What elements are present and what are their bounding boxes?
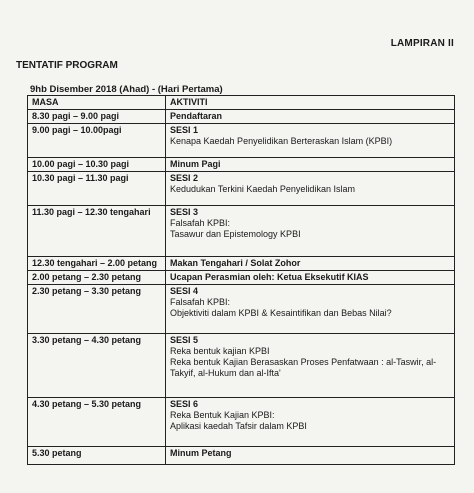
activity-title: SESI 6 (170, 399, 199, 409)
lampiran-label: LAMPIRAN II (390, 38, 454, 49)
table-row (28, 158, 455, 172)
activity-detail: Falsafah KPBI: (170, 218, 231, 228)
activity-detail: Reka bentuk kajian KPBI (170, 346, 270, 356)
activity-title: SESI 2 (170, 173, 199, 183)
program-table (27, 95, 455, 465)
activity-title: Minum Pagi (166, 158, 455, 172)
activity-title: Pendaftaran (166, 110, 455, 124)
activity-cell (166, 285, 455, 334)
table-row (28, 334, 455, 398)
program-date: 9hb Disember 2018 (Ahad) - (Hari Pertama) (30, 84, 223, 95)
activity-detail: Falsafah KPBI: (170, 297, 231, 307)
activity-cell (166, 206, 455, 257)
activity-detail: Tasawur dan Epistemology KPBI (170, 229, 301, 239)
table-row (28, 124, 455, 158)
time-cell: 10.00 pagi – 10.30 pagi (28, 158, 166, 172)
time-cell: 11.30 pagi – 12.30 tengahari (28, 206, 166, 257)
activity-title: SESI 1 (170, 125, 199, 135)
table-row (28, 271, 455, 285)
document-title: TENTATIF PROGRAM (16, 60, 118, 71)
time-cell: 8.30 pagi – 9.00 pagi (28, 110, 166, 124)
activity-title: Minum Petang (166, 447, 455, 465)
activity-title: SESI 4 (170, 286, 199, 296)
table-row (28, 206, 455, 257)
activity-detail: Kedudukan Terkini Kaedah Penyelidikan Islam (170, 184, 355, 194)
time-cell: 3.30 petang – 4.30 petang (28, 334, 166, 398)
activity-title: SESI 5 (170, 335, 199, 345)
activity-cell (166, 172, 455, 206)
time-cell: 10.30 pagi – 11.30 pagi (28, 172, 166, 206)
time-cell: 9.00 pagi – 10.00pagi (28, 124, 166, 158)
table-row (28, 285, 455, 334)
activity-detail: Aplikasi kaedah Tafsir dalam KPBI (170, 421, 307, 431)
time-cell: 4.30 petang – 5.30 petang (28, 398, 166, 447)
activity-detail: Kenapa Kaedah Penyelidikan Berteraskan Islam (KPBI) (170, 136, 393, 146)
column-header-masa: MASA (28, 96, 166, 110)
time-cell: 2.00 petang – 2.30 petang (28, 271, 166, 285)
activity-title: Makan Tengahari / Solat Zohor (166, 257, 455, 271)
time-cell: 2.30 petang – 3.30 petang (28, 285, 166, 334)
activity-cell (166, 334, 455, 398)
time-cell: 5.30 petang (28, 447, 166, 465)
time-cell: 12.30 tengahari – 2.00 petang (28, 257, 166, 271)
activity-detail: Objektiviti dalam KPBI & Kesaintifikan dan Bebas Nilai? (170, 308, 392, 318)
activity-detail: Reka Bentuk Kajian KPBI: (170, 410, 275, 420)
activity-detail: Reka bentuk Kajian Berasaskan Proses Penfatwaan : al-Taswir, al-Takyif, al-Hukum dan al-Ifta' (170, 357, 437, 378)
activity-cell (166, 398, 455, 447)
table-row (28, 447, 455, 465)
column-header-aktiviti: AKTIVITI (166, 96, 455, 110)
table-row (28, 257, 455, 271)
table-row (28, 110, 455, 124)
table-row (28, 398, 455, 447)
activity-title: Ucapan Perasmian oleh: Ketua Eksekutif KIAS (166, 271, 455, 285)
table-header-row (28, 96, 455, 110)
activity-title: SESI 3 (170, 207, 199, 217)
table-row (28, 172, 455, 206)
activity-cell (166, 124, 455, 158)
